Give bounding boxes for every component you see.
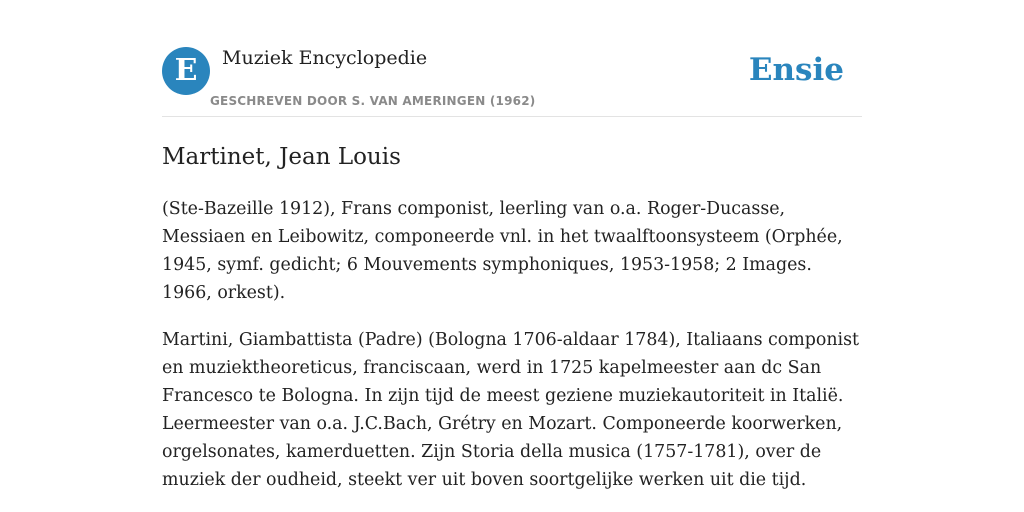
content-column bbox=[162, 0, 862, 494]
entry-title: Martinet, Jean Louis bbox=[162, 144, 401, 170]
author-line: GESCHREVEN DOOR S. VAN AMERINGEN (1962) bbox=[210, 94, 536, 108]
header bbox=[162, 0, 862, 117]
ensie-brand-logo[interactable]: Ensie bbox=[748, 52, 844, 88]
entry-paragraph: Martini, Giambattista (Padre) (Bologna 1706-aldaar 1784), Italiaans componist en muziektheoreticus, franciscaan, werd in 1725 kapelmeester aan dc San Francesco te Bologna. In zijn tijd de meest geziene muziekautoriteit in Italië. Leermeester van o.a. J.C.Bach, Grétry en Mozart. Componeerde koorwerken, orgelsonates, kamerduetten. Zijn Storia della musica (1757-1781), over de muziek der oudheid, steekt ver uit boven soortgelijke werken uit die tijd. bbox=[162, 330, 860, 490]
book-title-link[interactable]: Muziek Encyclopedie bbox=[222, 47, 428, 69]
entry-paragraph: (Ste-Bazeille 1912), Frans componist, leerling van o.a. Roger-Ducasse, Messiaen en Leibowitz, componeerde vnl. in het twaalftoonsysteem (Orphée, 1945, symf. gedicht; 6 Mouvements symphoniques, 1953-1958; 2 Images. 1966, orkest). bbox=[162, 199, 843, 303]
encyclopedia-logo-icon[interactable]: E bbox=[162, 47, 210, 95]
